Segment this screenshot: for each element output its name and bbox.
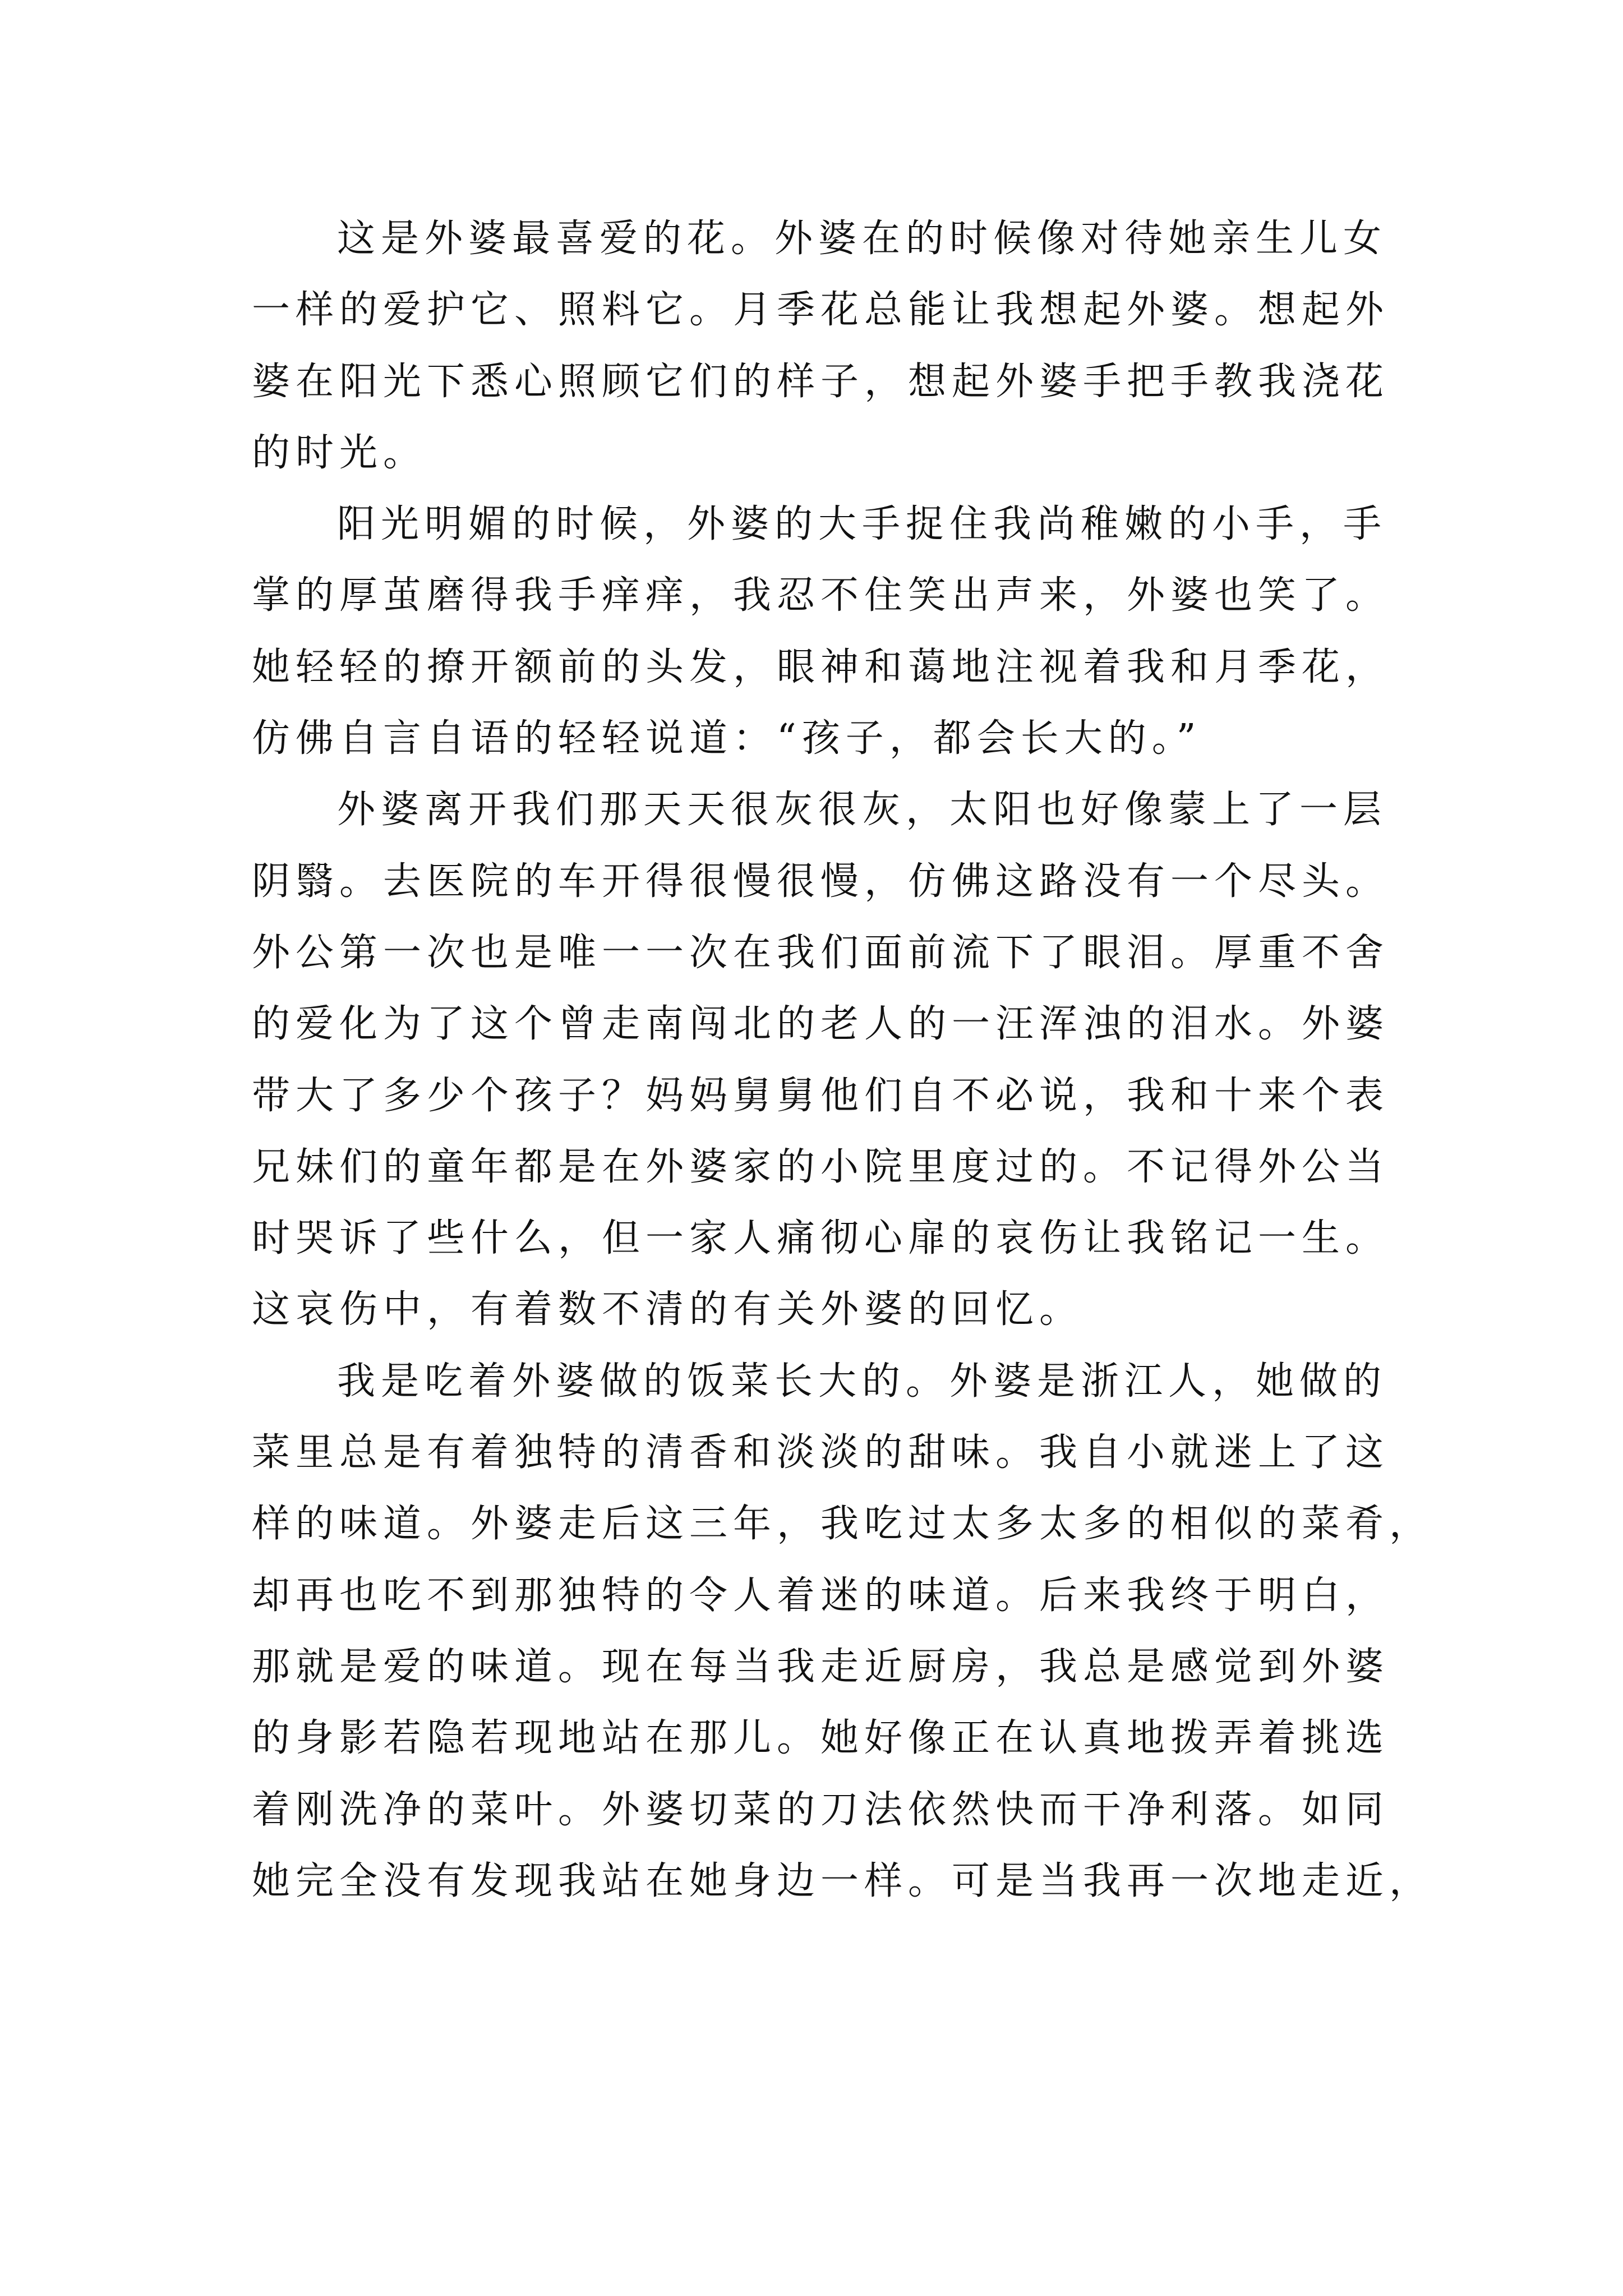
text-line: 带大了多少个孩子？妈妈舅舅他们自不必说，我和十来个表 [252,1073,1390,1118]
paragraph-first-line: 阳光明媚的时候，外婆的大手捉住我尚稚嫩的小手，手 [337,502,1387,547]
text-line: 掌的厚茧磨得我手痒痒，我忍不住笑出声来，外婆也笑了。 [252,573,1390,618]
text-line: 阴翳。去医院的车开得很慢很慢，仿佛这路没有一个尽头。 [252,859,1390,904]
text-line: 的爱化为了这个曾走南闯北的老人的一汪浑浊的泪水。外婆 [252,1002,1390,1047]
text-line: 的时光。 [252,430,427,475]
text-line: 那就是爱的味道。现在每当我走近厨房，我总是感觉到外婆 [252,1644,1390,1689]
text-line: 的身影若隐若现地站在那儿。她好像正在认真地拨弄着挑选 [252,1716,1390,1761]
text-line: 仿佛自言自语的轻轻说道：“孩子，都会长大的。” [252,716,1202,761]
text-line: 样的味道。外婆走后这三年，我吃过太多太多的相似的菜肴， [252,1502,1433,1547]
text-line: 她轻轻的撩开额前的头发，眼神和蔼地注视着我和月季花， [252,645,1390,689]
paragraph-first-line: 这是外婆最喜爱的花。外婆在的时候像对待她亲生儿女 [337,217,1387,261]
text-line: 她完全没有发现我站在她身边一样。可是当我再一次地走近， [252,1858,1433,1903]
text-line: 着刚洗净的菜叶。外婆切菜的刀法依然快而干净利落。如同 [252,1787,1390,1832]
text-line: 时哭诉了些什么，但一家人痛彻心扉的哀伤让我铭记一生。 [252,1216,1390,1261]
text-line: 却再也吃不到那独特的令人着迷的味道。后来我终于明白， [252,1573,1390,1618]
text-line: 外公第一次也是唯一一次在我们面前流下了眼泪。厚重不舍 [252,930,1390,975]
text-line: 菜里总是有着独特的清香和淡淡的甜味。我自小就迷上了这 [252,1430,1390,1475]
text-line: 婆在阳光下悉心照顾它们的样子，想起外婆手把手教我浇花 [252,359,1390,404]
text-line: 兄妹们的童年都是在外婆家的小院里度过的。不记得外公当 [252,1144,1390,1189]
text-line: 这哀伤中，有着数不清的有关外婆的回忆。 [252,1287,1083,1332]
paragraph-first-line: 我是吃着外婆做的饭菜长大的。外婆是浙江人，她做的 [337,1359,1387,1404]
essay-text [252,203,1433,1917]
paragraph-first-line: 外婆离开我们那天天很灰很灰，太阳也好像蒙上了一层 [337,788,1387,832]
text-line: 一样的爱护它、照料它。月季花总能让我想起外婆。想起外 [252,288,1390,333]
